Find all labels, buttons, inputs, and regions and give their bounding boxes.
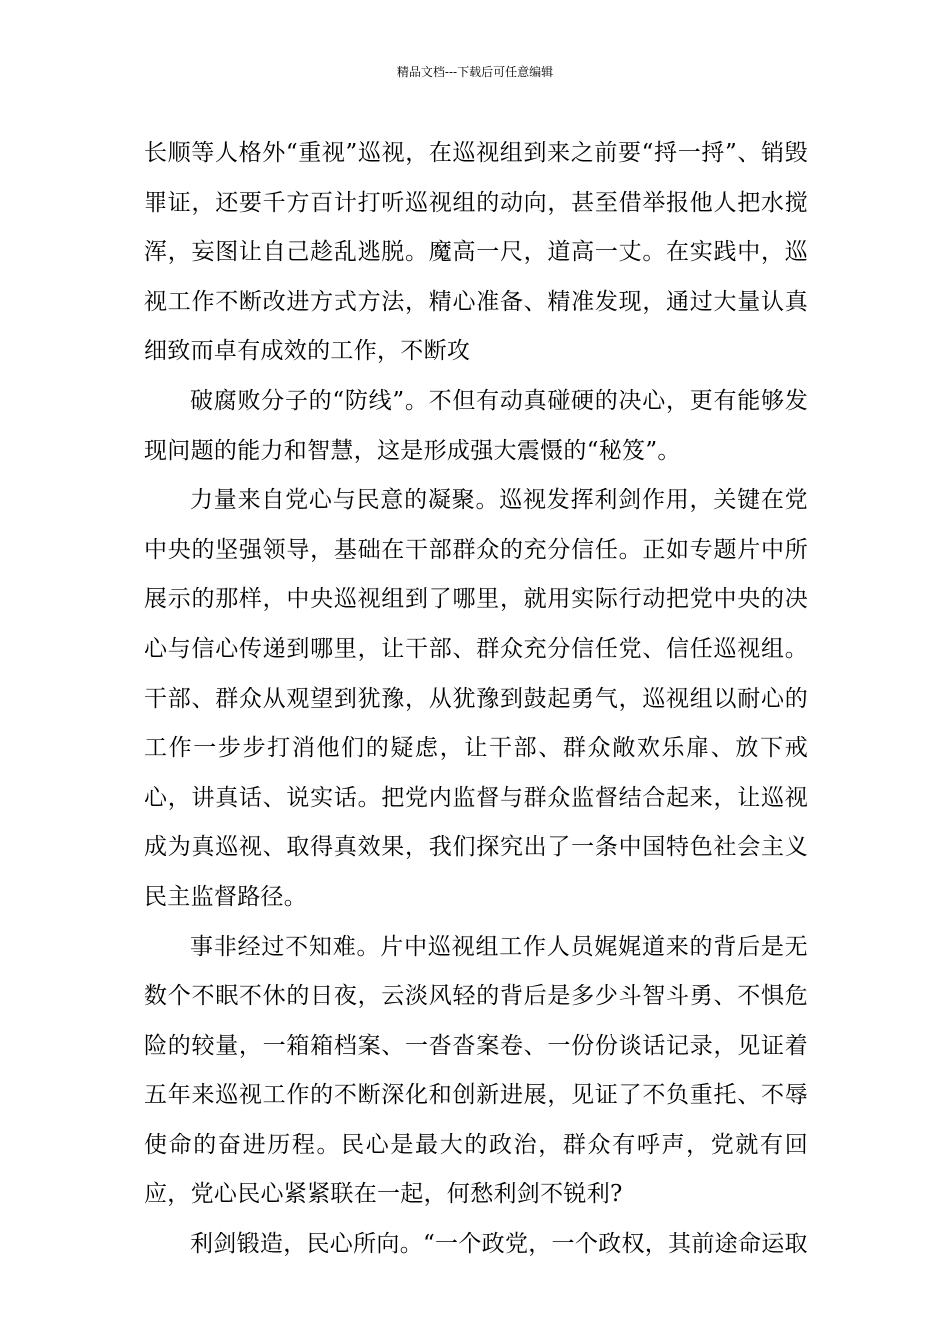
document-body <box>144 129 808 1270</box>
paragraph-4: 事非经过不知难。片中巡视组工作人员娓娓道来的背后是无数个不眠不休的日夜，云淡风轻的背后是多少斗智斗勇、不惧危险的较量，一箱箱档案、一沓沓案卷、一份份谈话记录，见证着五年来巡视工作的不断深化和创新进展，见证了不负重托、不辱使命的奋进历程。民心是最大的政治，群众有呼声，党就有回应，党心民心紧紧联在一起，何愁利剑不锐利? <box>144 933 808 1208</box>
page-header: 精品文档---下载后可任意编辑 <box>396 65 554 79</box>
paragraph-3: 力量来自党心与民意的凝聚。巡视发挥利剑作用，关键在党中央的坚强领导，基础在干部群众的充分信任。正如专题片中所展示的那样，中央巡视组到了哪里，就用实际行动把党中央的决心与信心传递到哪里，让干部、群众充分信任党、信任巡视组。干部、群众从观望到犹豫，从犹豫到鼓起勇气，巡视组以耐心的工作一步步打消他们的疑虑，让干部、群众敞欢乐扉、放下戒心，讲真话、说实话。把党内监督与群众监督结合起来，让巡视成为真巡视、取得真效果，我们探究出了一条中国特色社会主义民主监督路径。 <box>144 487 808 910</box>
paragraph-2: 破腐败分子的“防线”。不但有动真碰硬的决心，更有能够发现问题的能力和智慧，这是形成强大震慑的“秘笈”。 <box>144 387 808 464</box>
paragraph-5: 利剑锻造，民心所向。“一个政党，一个政权，其前途命运取 <box>190 1231 808 1258</box>
paragraph-1: 长顺等人格外“重视”巡视，在巡视组到来之前要“捋一捋”、销毁罪证，还要千方百计打听巡视组的动向，甚至借举报他人把水搅浑，妄图让自己趁乱逃脱。魔高一尺，道高一丈。在实践中，巡视工作不断改进方式方法，精心准备、精准发现，通过大量认真细致而卓有成效的工作，不断攻 <box>144 140 808 365</box>
